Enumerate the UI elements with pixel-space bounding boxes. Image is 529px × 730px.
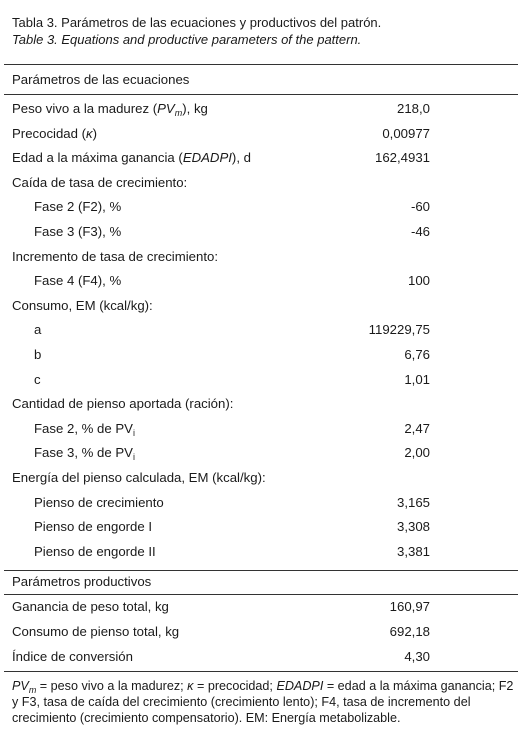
row-value: -46 bbox=[410, 224, 430, 239]
table-row bbox=[12, 122, 518, 146]
row-value: 6,76 bbox=[404, 347, 430, 362]
footnote-text-2: = precocidad; bbox=[193, 679, 277, 693]
top-rule bbox=[4, 64, 518, 65]
row-label: Fase 3, % de $PV_i$ bbox=[34, 445, 135, 463]
table-row bbox=[12, 620, 518, 644]
table-footnote bbox=[12, 678, 518, 726]
row-label: Fase 2, % de $PV_i$ bbox=[34, 420, 135, 438]
table-row bbox=[12, 195, 518, 219]
row-value: 3,381 bbox=[396, 543, 430, 559]
row-label: c bbox=[34, 371, 41, 387]
table-row bbox=[12, 97, 518, 121]
table-caption bbox=[12, 14, 381, 48]
row-label: Fase 2 (F2), % bbox=[34, 199, 122, 215]
table-row bbox=[12, 318, 518, 342]
table-row bbox=[12, 220, 518, 244]
row-value: 3,165 bbox=[396, 494, 430, 510]
table-row bbox=[12, 269, 518, 293]
row-label: Pienso de engorde II bbox=[34, 543, 156, 559]
footnote-edadpi: EDADPI bbox=[276, 679, 324, 693]
row-label: Pienso de engorde I bbox=[34, 519, 153, 535]
row-value: 119229,75 bbox=[368, 322, 430, 338]
caption-spanish: Tabla 3. Parámetros de las ecuaciones y productivos del patrón. bbox=[12, 15, 382, 30]
row-value: 2,00 bbox=[404, 445, 430, 461]
footnote-text-3: = edad a la máxima ganancia; F2 y F3, tasa de caída del crecimiento (crecimiento lento); F4, tasa de incremento del crecimiento (crecimiento compensatorio). EM: Energía metabolizable. bbox=[12, 679, 514, 725]
section-equation-parameters: Parámetros de las ecuaciones bbox=[12, 72, 190, 87]
table-row bbox=[12, 441, 518, 465]
bottom-rule bbox=[4, 671, 518, 672]
row-label: Fase 4 (F4), % bbox=[34, 273, 122, 289]
table-row bbox=[12, 540, 518, 564]
row-label: a bbox=[34, 322, 42, 338]
section1-rule bbox=[4, 94, 518, 95]
table-row bbox=[12, 343, 518, 367]
row-label: Pienso de crecimiento bbox=[34, 494, 164, 510]
row-label: Ganancia de peso total, kg bbox=[12, 599, 169, 614]
row-label: Energía del pienso calculada, EM (kcal/kg): bbox=[12, 470, 266, 485]
footnote-text-1: = peso vivo a la madurez; bbox=[36, 679, 188, 693]
footnote-pv: PV bbox=[12, 679, 29, 693]
footnote-pv-sub: m bbox=[28, 685, 37, 695]
row-value: 2,47 bbox=[404, 420, 430, 436]
footnote-kappa: κ bbox=[187, 679, 194, 693]
row-label: Fase 3 (F3), % bbox=[34, 224, 122, 239]
row-label: Cantidad de pienso aportada (ración): bbox=[12, 396, 234, 412]
section-productive-parameters: Parámetros productivos bbox=[12, 574, 152, 589]
row-value: 160,97 bbox=[389, 599, 430, 614]
caption-english: Table 3. Equations and productive parameters of the pattern. bbox=[12, 32, 362, 47]
row-label: Peso vivo a la madurez $(PV_m)$, kg bbox=[12, 101, 208, 118]
row-label: Consumo, EM (kcal/kg): bbox=[12, 297, 153, 313]
table-row bbox=[12, 417, 518, 441]
row-value: -60 bbox=[410, 199, 430, 215]
table-row bbox=[12, 466, 518, 490]
row-label: b bbox=[34, 347, 42, 362]
row-value: 218,0 bbox=[396, 101, 430, 116]
row-value: 0,00977 bbox=[382, 125, 430, 141]
table-row bbox=[12, 515, 518, 539]
table-row bbox=[12, 245, 518, 269]
row-label: Índice de conversión bbox=[12, 649, 133, 664]
table-row bbox=[12, 645, 518, 669]
row-label: Caída de tasa de crecimiento: bbox=[12, 174, 188, 190]
table-row bbox=[12, 146, 518, 170]
row-label: Consumo de pienso total, kg bbox=[12, 624, 180, 639]
row-value: 100 bbox=[407, 273, 430, 289]
table-row bbox=[12, 294, 518, 318]
row-value: 162,4931 bbox=[374, 150, 430, 166]
table-row bbox=[12, 392, 518, 416]
table-row bbox=[12, 368, 518, 392]
table-row bbox=[12, 595, 518, 619]
row-value: 4,30 bbox=[404, 649, 430, 664]
row-value: 692,18 bbox=[389, 624, 430, 639]
row-value: 3,308 bbox=[396, 519, 430, 535]
table-row bbox=[12, 491, 518, 515]
row-label: Incremento de tasa de crecimiento: bbox=[12, 248, 218, 264]
row-value: 1,01 bbox=[404, 371, 430, 387]
table-row bbox=[12, 171, 518, 195]
row-label: Edad a la máxima ganancia (EDADPI), d bbox=[12, 150, 251, 166]
row-label: Precocidad (κ) bbox=[12, 125, 98, 141]
